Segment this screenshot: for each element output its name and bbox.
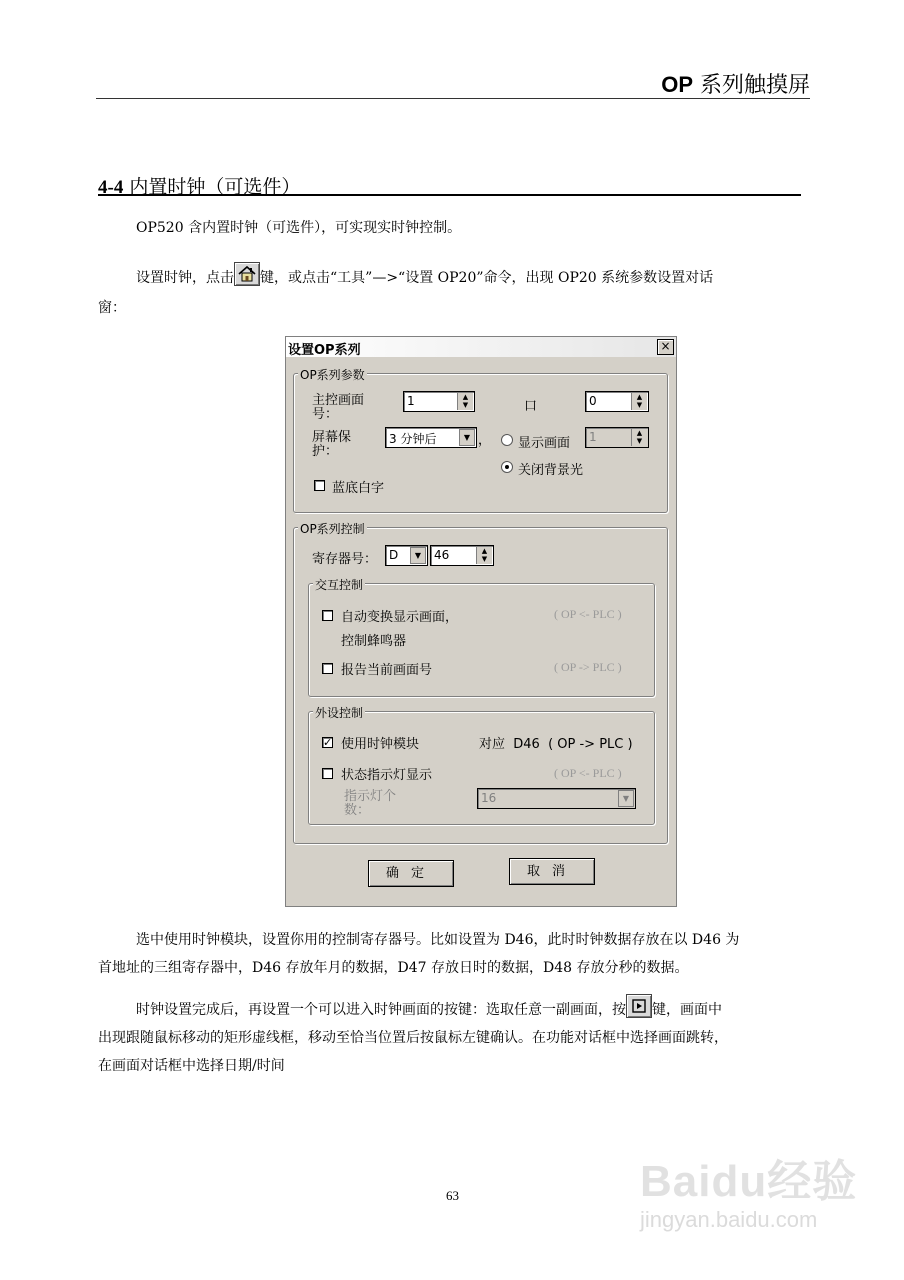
status-led-direction: ( OP <- PLC ) (554, 766, 622, 780)
header-op: OP (661, 72, 693, 97)
paragraph-2-line-2: 窗： (98, 300, 126, 316)
chevron-down-icon[interactable]: ▼ (618, 790, 634, 807)
peripheral-group-label: 外设控制 (315, 706, 364, 720)
led-count-label-line2: 数： (344, 803, 371, 818)
show-screen-value: 1 (589, 430, 597, 444)
show-screen-spinner[interactable] (585, 427, 649, 448)
main-screen-label-line1: 主控画面 (312, 393, 365, 408)
status-led-label: 状态指示灯显示 (341, 768, 433, 783)
screen-jump-key-icon (626, 994, 652, 1018)
spin-arrows-icon[interactable]: ▲ ▼ (631, 393, 647, 410)
status-led-checkbox[interactable] (322, 768, 333, 779)
comma: ， (478, 433, 492, 448)
blue-white-checkbox[interactable] (314, 480, 325, 491)
blue-white-label: 蓝底白字 (332, 481, 385, 496)
report-checkbox[interactable] (322, 663, 333, 674)
led-count-select[interactable] (477, 788, 636, 809)
chevron-down-icon[interactable]: ▼ (410, 547, 426, 564)
paragraph-4-line-2: 出现跟随鼠标移动的矩形虚线框，移动至恰当位置后按鼠标左键确认。在功能对话框中选择画面跳转， (98, 1030, 728, 1046)
cancel-button[interactable]: 取消 (509, 858, 595, 885)
port-spinner[interactable] (585, 391, 649, 412)
page-number: 63 (446, 1188, 459, 1203)
register-label: 寄存器号： (312, 552, 378, 567)
port-value: 0 (589, 394, 597, 408)
op-control-group-label: OP系列控制 (300, 522, 365, 536)
paragraph-4-text-b: 键，画面中 (652, 1002, 722, 1018)
auto-switch-label: 自动变换显示画面， (341, 610, 459, 625)
saver-value: 3 分钟后 (389, 432, 437, 446)
header-series: 系列触摸屏 (693, 73, 810, 98)
section-number: 4-4 (98, 177, 124, 198)
section-title: 内置时钟（可选件） (123, 176, 301, 198)
main-screen-spinner[interactable] (403, 391, 475, 412)
radio-backlight-off-label: 关闭背景光 (518, 463, 584, 478)
interact-group-label: 交互控制 (315, 578, 364, 592)
auto-switch-checkbox[interactable] (322, 610, 333, 621)
report-direction: ( OP -> PLC ) (554, 660, 622, 674)
spin-arrows-icon[interactable]: ▲ ▼ (631, 429, 647, 446)
close-button[interactable]: × (657, 339, 674, 355)
report-label: 报告当前画面号 (341, 663, 433, 678)
auto-switch-direction: ( OP <- PLC ) (554, 607, 622, 621)
register-type-value: D (389, 548, 399, 562)
watermark-url: jingyan.baidu.com (640, 1207, 818, 1232)
radio-backlight-off[interactable] (501, 461, 513, 473)
op-params-group-label: OP系列参数 (300, 368, 365, 382)
dialog-title: 设置OP系列 (288, 343, 361, 358)
running-header (661, 68, 810, 99)
saver-label-line2: 护： (312, 444, 339, 459)
section-rule (98, 194, 801, 196)
main-screen-label (312, 394, 364, 422)
chevron-down-icon[interactable]: ▼ (459, 429, 475, 446)
paragraph-3-line-2: 首地址的三组寄存器中，D46 存放年月的数据，D47 存放日时的数据，D48 存放分秒的数据。 (98, 960, 689, 976)
dialog-titlebar[interactable] (286, 337, 676, 357)
register-number-spinner[interactable] (430, 545, 494, 566)
spin-arrows-icon[interactable]: ▲ ▼ (476, 547, 492, 564)
led-count-label-line1: 指示灯个 (344, 789, 397, 804)
saver-label-line1: 屏幕保 (312, 430, 352, 445)
paragraph-4 (136, 994, 722, 1024)
radio-show-screen-label: 显示画面 (518, 436, 571, 451)
header-rule (96, 98, 810, 99)
port-label: 口 (524, 399, 538, 414)
paragraph-2-text-a: 设置时钟，点击 (136, 270, 234, 286)
main-screen-label-line2: 号： (312, 407, 339, 422)
spin-arrows-icon[interactable]: ▲ ▼ (457, 393, 473, 410)
paragraph-4-text-a: 时钟设置完成后，再设置一个可以进入时钟画面的按键：选取任意一副画面，按 (136, 1002, 626, 1018)
saver-select[interactable] (385, 427, 477, 448)
main-screen-value: 1 (407, 394, 415, 408)
register-type-select[interactable] (385, 545, 428, 566)
watermark-logo: Baidu经验 (640, 1157, 858, 1206)
home-key-icon (234, 262, 260, 286)
led-count-value: 16 (481, 791, 497, 805)
baidu-watermark (640, 1145, 860, 1245)
paragraph-3-line-1: 选中使用时钟模块，设置你用的控制寄存器号。比如设置为 D46，此时时钟数据存放在以 D46 为 (136, 932, 740, 948)
buzzer-label: 控制蜂鸣器 (341, 634, 407, 649)
paragraph-2 (136, 262, 713, 292)
clock-module-mapping: 对应 D46 ( OP -> PLC ) (479, 737, 633, 752)
register-number-value: 46 (434, 548, 450, 562)
saver-label (312, 431, 351, 459)
ok-button[interactable]: 确定 (368, 860, 454, 887)
paragraph-2-text-b: 键，或点击“工具”—>“设置 OP20”命令，出现 OP20 系统参数设置对话 (260, 270, 714, 286)
clock-module-checkbox[interactable]: ✓ (323, 736, 333, 749)
paragraph-4-line-3: 在画面对话框中选择日期/时间 (98, 1058, 285, 1074)
settings-dialog (285, 336, 677, 907)
paragraph-1: OP520 含内置时钟（可选件），可实现实时钟控制。 (136, 220, 462, 236)
clock-module-label: 使用时钟模块 (341, 737, 420, 752)
led-count-label (344, 790, 396, 818)
radio-show-screen[interactable] (501, 434, 513, 446)
